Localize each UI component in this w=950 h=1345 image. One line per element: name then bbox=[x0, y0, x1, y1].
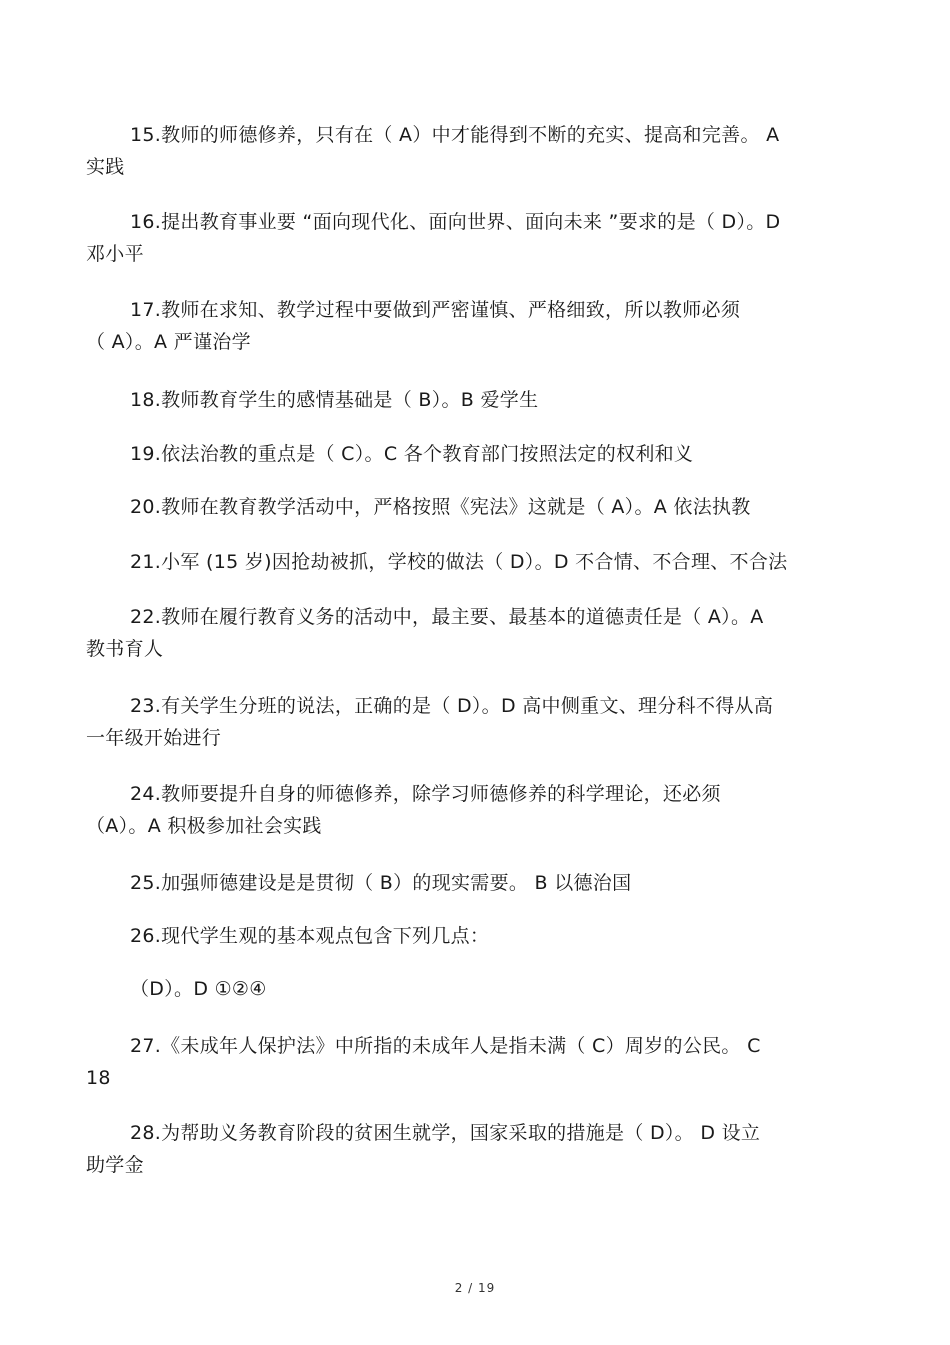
question-answer: （D）。D ①②④ bbox=[130, 978, 267, 1000]
question-text: 25.加强师德建设是是贯彻（ B）的现实需要。 B 以德治国 bbox=[130, 872, 632, 894]
question-21 bbox=[86, 546, 866, 578]
question-26-answer bbox=[130, 973, 910, 1005]
question-answer: 邓小平 bbox=[86, 243, 144, 265]
question-text: 19.依法治教的重点是（ C）。C 各个教育部门按照法定的权利和义 bbox=[130, 443, 694, 465]
question-18 bbox=[86, 384, 866, 416]
question-answer: 一年级开始进行 bbox=[86, 727, 222, 749]
question-26 bbox=[86, 920, 866, 952]
question-text: 24.教师要提升自身的师德修养，除学习师德修养的科学理论，还必须 bbox=[130, 783, 721, 805]
question-15 bbox=[86, 119, 866, 183]
question-24 bbox=[86, 778, 866, 842]
question-17 bbox=[86, 294, 866, 358]
question-22 bbox=[86, 601, 866, 665]
question-answer: 教书育人 bbox=[86, 638, 164, 660]
question-text: 18.教师教育学生的感情基础是（ B）。B 爱学生 bbox=[130, 389, 539, 411]
question-text: 26.现代学生观的基本观点包含下列几点： bbox=[130, 925, 490, 947]
question-text: 20.教师在教育教学活动中，严格按照《宪法》这就是（ A）。A 依法执教 bbox=[130, 496, 751, 518]
question-answer: 实践 bbox=[86, 156, 125, 178]
question-25 bbox=[86, 867, 866, 899]
question-19 bbox=[86, 438, 866, 470]
question-20 bbox=[86, 491, 866, 523]
question-text: 16.提出教育事业要 “面向现代化、面向世界、面向未来 ”要求的是（ D）。D bbox=[130, 211, 781, 233]
question-27 bbox=[86, 1030, 866, 1094]
question-16 bbox=[86, 206, 866, 270]
question-text: 23.有关学生分班的说法，正确的是（ D）。D 高中侧重文、理分科不得从高 bbox=[130, 695, 774, 717]
question-text: 15.教师的师德修养，只有在（ A）中才能得到不断的充实、提高和完善。 A bbox=[130, 124, 780, 146]
question-text: 27.《未成年人保护法》中所指的未成年人是指未满（ C）周岁的公民。 C bbox=[130, 1035, 761, 1057]
question-text: 28.为帮助义务教育阶段的贫困生就学，国家采取的措施是（ D）。 D 设立 bbox=[130, 1122, 761, 1144]
question-answer: 18 bbox=[86, 1067, 111, 1089]
question-answer: 助学金 bbox=[86, 1154, 144, 1176]
page-number: 2 / 19 bbox=[454, 1281, 496, 1295]
question-answer: （ A）。A 严谨治学 bbox=[86, 331, 251, 353]
question-23 bbox=[86, 690, 866, 754]
question-answer: （A）。A 积极参加社会实践 bbox=[86, 815, 322, 837]
question-text: 22.教师在履行教育义务的活动中，最主要、最基本的道德责任是（ A）。A bbox=[130, 606, 764, 628]
question-28 bbox=[86, 1117, 866, 1181]
question-text: 17.教师在求知、教学过程中要做到严密谨慎、严格细致，所以教师必须 bbox=[130, 299, 741, 321]
question-text: 21.小军 (15 岁)因抢劫被抓，学校的做法（ D）。D 不合情、不合理、不合法 bbox=[130, 551, 788, 573]
